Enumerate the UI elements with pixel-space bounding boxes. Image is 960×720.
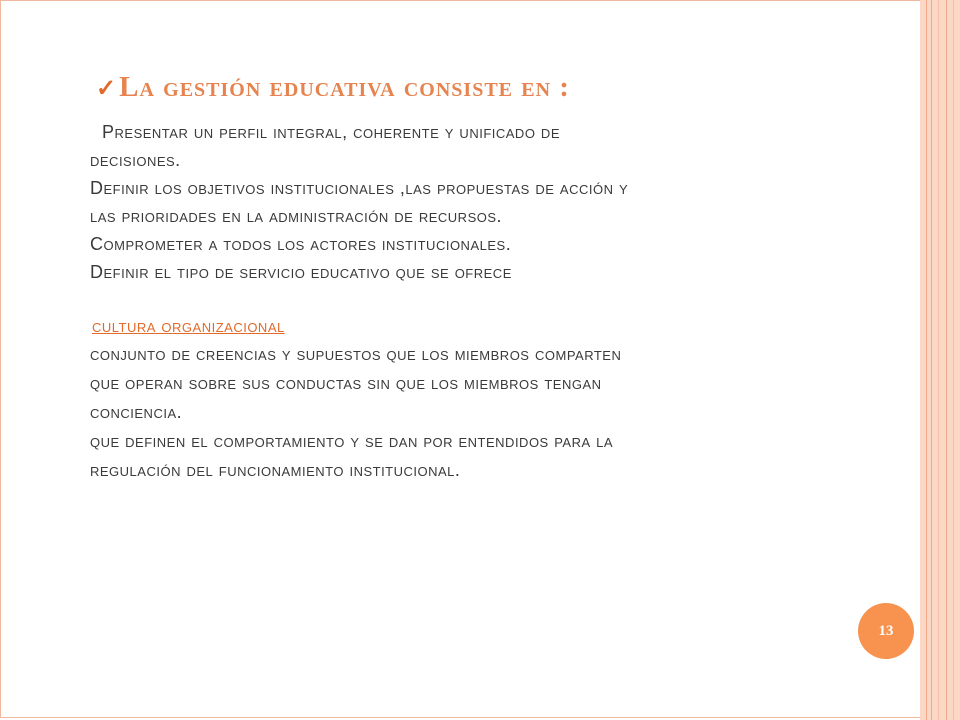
body-line-3: Definir los objetivos institucionales ,las propuestas de acción y — [90, 178, 629, 198]
body-line-6: Definir el tipo de servicio educativo que se ofrece — [90, 262, 512, 282]
body-line-2: decisiones. — [90, 150, 181, 170]
checkmark-icon: ✓ — [96, 76, 118, 102]
body-line-4: las prioridades en la administración de recursos. — [90, 206, 503, 226]
culture-line-2: que operan sobre sus conductas sin que los miembros tengan — [90, 373, 602, 393]
page-number-badge: 13 — [858, 603, 914, 659]
culture-line-3: conciencia. — [90, 402, 183, 422]
body-line-5: Comprometer a todos los actores institucionales. — [90, 234, 512, 254]
culture-line-4: que definen el comportamiento y se dan por entendidos para la — [90, 431, 614, 451]
slide-title — [96, 71, 570, 104]
culture-line-1: conjunto de creencias y supuestos que los miembros comparten — [90, 344, 622, 364]
cultura-organizacional-link[interactable]: cultura organizacional — [92, 316, 285, 336]
slide-body — [90, 118, 850, 485]
body-line-1: Presentar un perfil integral, coherente y unificado de — [102, 122, 560, 142]
culture-line-5: regulación del funcionamiento institucional. — [90, 460, 461, 480]
culture-definition — [90, 340, 850, 485]
decorative-side-band — [920, 0, 960, 720]
slide-title-text: La gestión educativa consiste en : — [119, 71, 570, 103]
